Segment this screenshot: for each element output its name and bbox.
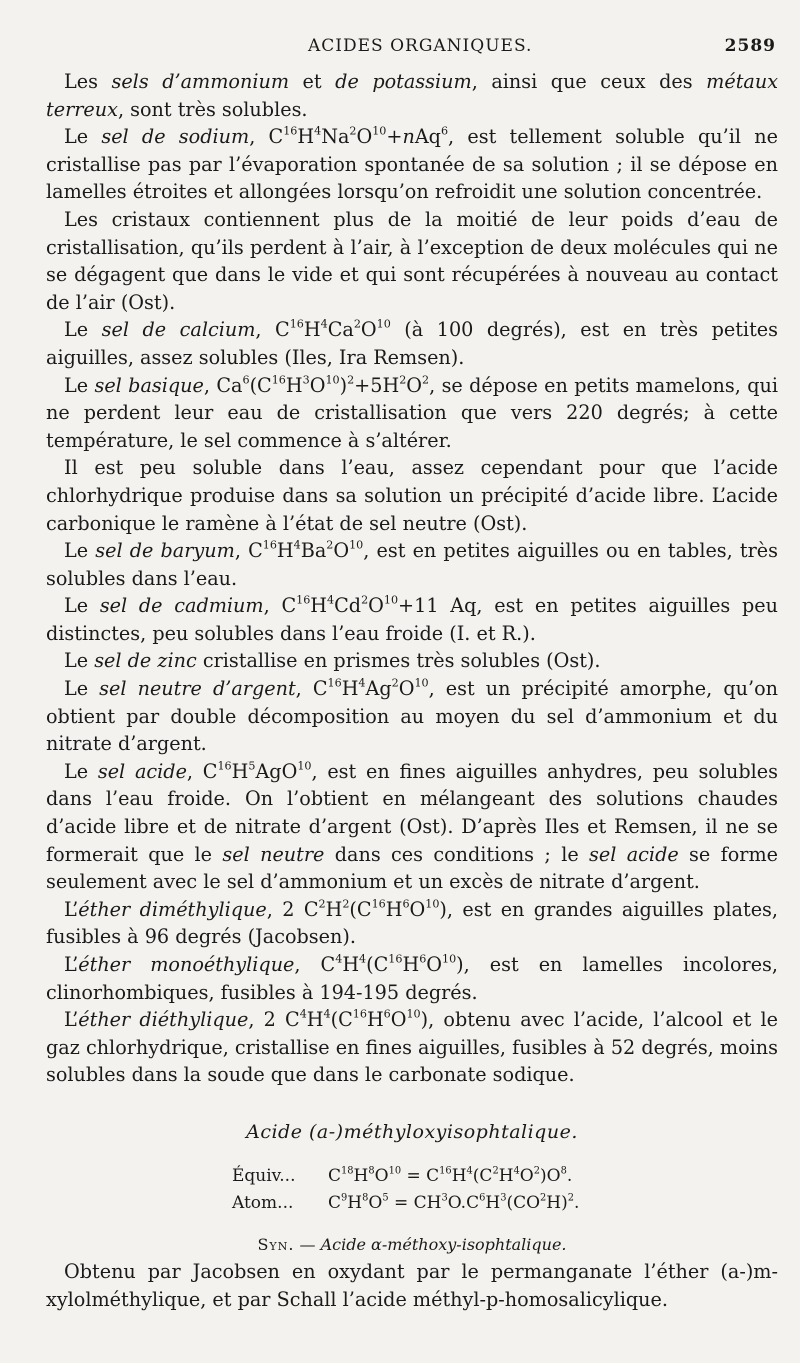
formula-row-atom	[232, 1190, 778, 1217]
page-number: 2589	[724, 36, 776, 56]
formula-block	[232, 1163, 778, 1217]
paragraph: Le sel neutre d’argent, $C^{16}H^4Ag^2O^{10}$, est un précipité amorphe, qu’on obtient par double décomposition au moyen du sel d’ammonium et du nitrate d’argent.	[46, 676, 778, 756]
paragraph: Le sel acide, $C^{16}H^5AgO^{10}$, est en fines aiguilles anhydres, peu solubles dans l’eau froide. On l’obtient en mélangeant des solutions chaudes d’acide libre et de nitrate d’argent (Ost). D’après Iles et Remsen, il ne se formerait que le sel neutre dans ces conditions ; le sel acide se forme seulement avec le sel d’ammonium et un excès de nitrate d’argent.	[46, 759, 778, 894]
synonym-line	[46, 1231, 778, 1259]
paragraph: L’éther monoéthylique, $C^4H^4(C^{16}H^6O^{10})$, est en lamelles incolores, clinorhombiques, fusibles à 194-195 degrés.	[46, 952, 778, 1004]
paragraph: L’éther diéthylique, 2 $C^4H^4(C^{16}H^6O^{10})$, obtenu avec l’acide, l’alcool et le gaz chlorhydrique, cristallise en fines aiguilles, fusibles à 52 degrés, moins solubles dans la soude que dans le carbonate sodique.	[46, 1007, 778, 1087]
running-title: ACIDES ORGANIQUES.	[308, 36, 533, 56]
paragraph: Le sel de calcium, $C^{16}H^4Ca^2O^{10}$ (à 100 degrés), est en très petites aiguilles, assez solubles (Iles, Ira Remsen).	[46, 318, 778, 369]
paragraph: Il est peu soluble dans l’eau, assez cependant pour que l’acide chlorhydrique produise dans sa solution un précipité d’acide libre. L’acide carbonique le ramène à l’état de sel neutre (Ost).	[46, 456, 778, 535]
formula-label: Atom...	[232, 1192, 294, 1213]
paragraph: Le sel de cadmium, $C^{16}H^4Cd^2O^{10}+11$ Aq, est en petites aiguilles peu distinctes, peu solubles dans l’eau froide (I. et R.).	[46, 593, 778, 645]
paragraph: L’éther diméthylique, 2 $C^2H^2(C^{16}H^6O^{10})$, est en grandes aiguilles plates, fusibles à 96 degrés (Jacobsen).	[46, 897, 778, 949]
paragraph: Le sel de zinc cristallise en prismes très solubles (Ost).	[64, 649, 601, 673]
paragraph: Le sel de sodium, $C^{16}H^4Na^2O^{10}+nAq^6$, est tellement soluble qu’il ne cristallise pas par l’évaporation spontanée de sa solution ; il se dépose en lamelles étroites et allongées lorsqu’on refroidit une solution concentrée.	[46, 124, 778, 204]
paragraph: Le sel basique, $Ca^6(C^{16}H^3O^{10})^2+5H^2O^2$, se dépose en petits mamelons, qui ne perdent leur eau de cristallisation que vers 220 degrés; à cette température, le sel commence à s’altérer.	[46, 373, 778, 452]
paragraph: Les cristaux contiennent plus de la moitié de leur poids d’eau de cristallisation, qu’ils perdent à l’air, à l’exception de deux molécules qui ne se dégagent que dans le vide et qui sont récupérées à nouveau au contact de l’air (Ost).	[46, 207, 778, 314]
synonym-label: Syn.	[257, 1234, 295, 1254]
section-heading: Acide (a-)méthyloxyisophtalique.	[246, 1120, 578, 1143]
synonym-text: — Acide α-méthoxy-isophtalique.	[299, 1234, 567, 1254]
closing-paragraph: Obtenu par Jacobsen en oxydant par le permanganate l’éther (a-)m-xylolméthylique, et par Schall l’acide méthyl-p-homosalicylique.	[46, 1260, 778, 1311]
body-text	[46, 68, 778, 1313]
formula-label: Équiv...	[232, 1165, 296, 1186]
formula-expression: $C^{18}H^8O^{10} = C^{16}H^4(C^2H^4O^2)O^8$.	[328, 1165, 573, 1186]
paragraph: Les sels d’ammonium et de potassium, ainsi que ceux des métaux terreux, sont très solubles.	[46, 70, 779, 121]
running-header	[46, 36, 778, 66]
paragraph: Le sel de baryum, $C^{16}H^4Ba^2O^{10}$, est en petites aiguilles ou en tables, très solubles dans l’eau.	[46, 538, 778, 590]
formula-row-equiv	[232, 1163, 778, 1190]
formula-expression: $C^9H^8O^5 = CH^3O.C^6H^3(CO^2H)^2$.	[328, 1192, 580, 1213]
